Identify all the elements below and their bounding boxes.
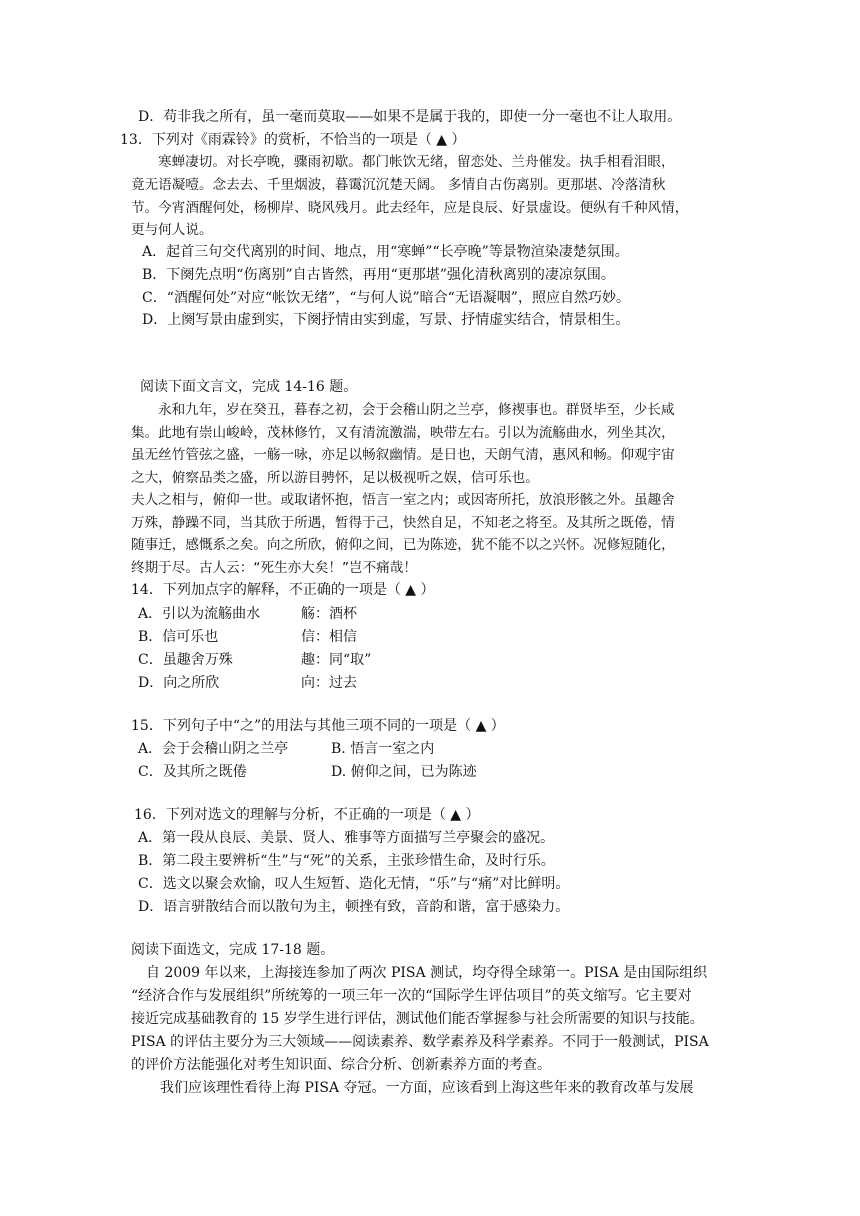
q15-option-b: B. 悟言一室之内 [331, 741, 435, 757]
q13-option-b: B．下阕先点明“伤离别”自古皆然，再用“更那堪”强化清秋离别的凄凉氛围。 [142, 267, 615, 283]
classical-line: 随事迁，感慨系之矣。向之所欣，俯仰之间，已为陈迹，犹不能不以之兴怀。况修短随化， [131, 537, 675, 553]
q13-stem: 13．下列对《雨霖铃》的赏析，不恰当的一项是（ ▲ ） [120, 132, 466, 148]
poem-line: 更与何人说。 [131, 222, 213, 238]
q16-option-b: B．第二段主要辨析“生”与“死”的关系，主张珍惜生命，及时行乐。 [138, 853, 555, 869]
q15-option-d: D. 俯仰之间，已为陈迹 [331, 764, 477, 780]
q13-option-a: A．起首三句交代离别的时间、地点，用“寒蝉”“长亭晚”等景物渲染凄楚氛围。 [142, 244, 629, 260]
classical-line: 永和九年，岁在癸丑，暮春之初，会于会稽山阴之兰亭，修禊事也。群贤毕至，少长咸 [158, 402, 675, 418]
q16-stem: 16．下列对选文的理解与分析，不正确的一项是（ ▲ ） [134, 807, 480, 823]
poem-line: 寒蝉凄切。对长亭晚，骤雨初歇。都门帐饮无绪，留恋处、兰舟催发。执手相看泪眼， [158, 154, 675, 170]
q16-option-c: C．选文以聚会欢愉，叹人生短暂、造化无情，“乐”与“痛”对比鲜明。 [138, 876, 570, 892]
q15-option-c: C．及其所之既倦 [138, 764, 247, 780]
classical-line: 集。此地有崇山峻岭，茂林修竹，又有清流激湍，映带左右。引以为流觞曲水，列坐其次， [131, 425, 675, 441]
q15-stem: 15．下列句子中“之”的用法与其他三项不同的一项是（ ▲ ） [131, 718, 505, 734]
classical-intro: 阅读下面文言文，完成 14-16 题。 [140, 379, 358, 395]
q14-option-b: B．信可乐也 [138, 629, 219, 645]
q14-option-c-gloss: 趣：同“取” [301, 652, 372, 668]
modern-intro: 阅读下面选文，完成 17-18 题。 [131, 942, 335, 958]
classical-line: 夫人之相与，俯仰一世。或取诸怀抱，悟言一室之内；或因寄所托，放浪形骸之外。虽趣舍 [131, 492, 675, 508]
q14-option-c: C．虽趣舍万殊 [138, 652, 233, 668]
modern-line: “经济合作与发展组织”所统筹的一项三年一次的“国际学生评估项目”的英文缩写。它主要对 [131, 988, 692, 1004]
modern-line: 我们应该理性看待上海 PISA 夺冠。一方面，应该看到上海这些年来的教育改革与发展 [160, 1080, 694, 1096]
classical-line: 之大，俯察品类之盛，所以游目骋怀，足以极视听之娱，信可乐也。 [131, 470, 539, 486]
q16-option-d: D．语言骈散结合而以散句为主，顿挫有致，音韵和谐，富于感染力。 [138, 899, 570, 915]
q14-option-b-gloss: 信：相信 [301, 629, 357, 645]
classical-line: 万殊，静躁不同，当其欣于所遇，暂得于己，快然自足，不知老之将至。及其所之既倦，情 [131, 515, 675, 531]
q14-option-a: A．引以为流觞曲水 [138, 606, 261, 622]
poem-line: 竟无语凝噎。念去去、千里烟波，暮霭沉沉楚天阔。 多情自古伤离别。更那堪、冷落清秋 [131, 177, 666, 193]
classical-line: 终期于尽。古人云：“死生亦大矣！”岂不痛哉！ [131, 560, 417, 576]
q13-option-c: C．“酒醒何处”对应“帐饮无绪”，“与何人说”暗合“无语凝咽”，照应自然巧妙。 [142, 290, 630, 306]
q14-stem: 14．下列加点字的解释，不正确的一项是（ ▲ ） [131, 582, 435, 598]
modern-line: 自 2009 年以来，上海接连参加了两次 PISA 测试，均夺得全球第一。PISA 是由国际组织 [146, 965, 708, 981]
modern-line: 的评价方法能强化对考生知识面、综合分析、创新素养方面的考查。 [131, 1057, 551, 1073]
poem-line: 节。今宵酒醒何处，杨柳岸、晓风残月。此去经年，应是良辰、好景虚设。便纵有千种风情， [131, 200, 689, 216]
q14-option-d: D．向之所欣 [138, 675, 220, 691]
q14-option-a-gloss: 觞：酒杯 [301, 606, 357, 622]
q16-option-a: A．第一段从良辰、美景、贤人、雅事等方面描写兰亭聚会的盛况。 [138, 830, 555, 846]
q12-option-d: D．苟非我之所有，虽一毫而莫取——如果不是属于我的，即使一分一毫也不让人取用。 [138, 109, 682, 125]
q13-option-d: D．上阕写景由虚到实，下阕抒情由实到虚，写景、抒情虚实结合，情景相生。 [142, 312, 630, 328]
classical-line: 虽无丝竹管弦之盛，一觞一咏，亦足以畅叙幽情。是日也，天朗气清，惠风和畅。仰观宇宙 [131, 447, 675, 463]
modern-line: 接近完成基础教育的 15 岁学生进行评估，测试他们能否掌握参与社会所需要的知识与技能。 [131, 1011, 704, 1027]
modern-line: PISA 的评估主要分为三大领域——阅读素养、数学素养及科学素养。不同于一般测试，PISA [131, 1034, 709, 1050]
q14-option-d-gloss: 向：过去 [301, 675, 357, 691]
q15-option-a: A．会于会稽山阴之兰亭 [138, 741, 289, 757]
